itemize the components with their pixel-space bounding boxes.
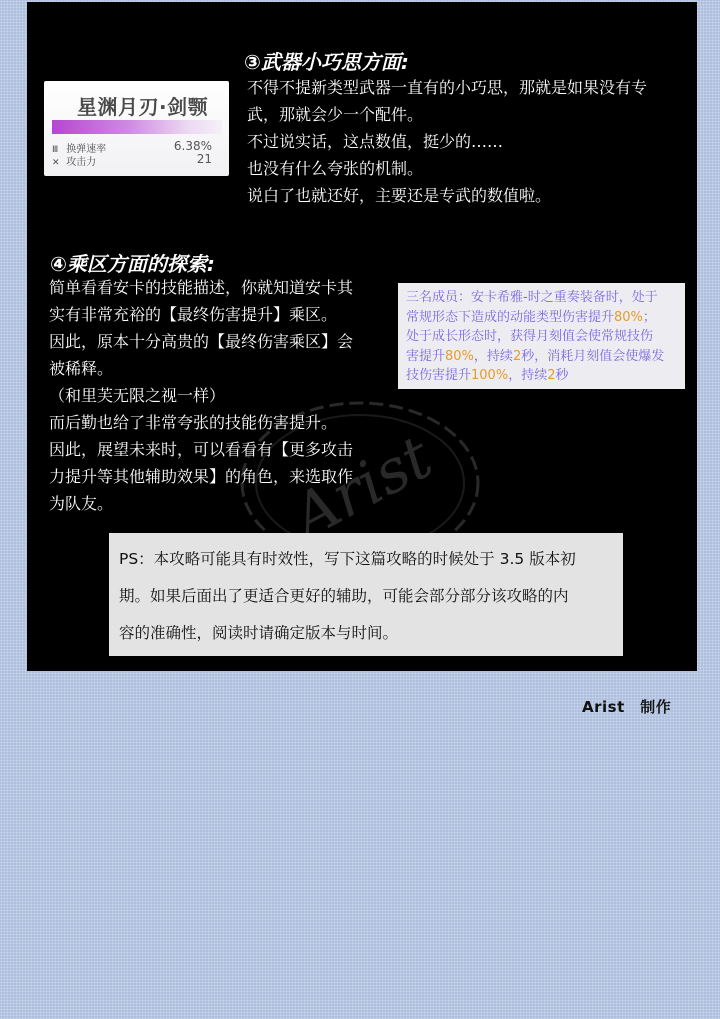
section3-line: 武，那就会少一个配件。 [247, 105, 424, 124]
attack-icon: ✕ [52, 158, 60, 168]
quote-line: 害提升80%，持续2秒，消耗月刻值会使爆发 [406, 348, 665, 364]
quote-line: 处于成长形态时，获得月刻值会使常规技伤 [406, 329, 654, 345]
section4-line: 因此，原本十分高贵的【最终伤害乘区】会 [49, 332, 354, 351]
section3-line: 也没有什么夸张的机制。 [247, 159, 424, 178]
ps-note-box [109, 533, 623, 656]
stat-label: 攻击力 [66, 157, 97, 168]
section4-line: 被稀释。 [49, 359, 114, 378]
weapon-name: 星渊月刃·剑颚 [77, 95, 209, 119]
stat-value: 6.38% [173, 139, 212, 153]
stat-value: 21 [196, 152, 212, 166]
weapon-card [44, 81, 229, 176]
quote-line: 技伤害提升100%，持续2秒 [406, 368, 569, 384]
quote-line: 常规形态下造成的动能类型伤害提升80%； [406, 309, 656, 325]
ps-line: 期。如果后面出了更适合更好的辅助，可能会部分部分该攻略的内 [119, 587, 569, 605]
weapon-stat-row [52, 153, 212, 168]
section4-line: 而后勤也给了非常夸张的技能伤害提升。 [49, 413, 338, 432]
section4-heading: ④乘区方面的探索: [50, 252, 215, 276]
skill-description-box [398, 283, 685, 389]
section3-heading: ③武器小巧思方面: [244, 50, 409, 74]
author-credit: Arist 制作 [582, 698, 672, 716]
section3-line: 说白了也就还好，主要还是专武的数值啦。 [247, 186, 552, 205]
section4-line: 为队友。 [49, 494, 114, 513]
quote-line: 三名成员：安卡希雅-时之重奏装备时，处于 [406, 290, 658, 305]
section3-line: 不得不提新类型武器一直有的小巧思，那就是如果没有专 [247, 78, 648, 97]
section4-line: 实有非常充裕的【最终伤害提升】乘区。 [49, 305, 338, 324]
section4-line: （和里芙无限之视一样） [49, 386, 226, 405]
section3-line: 不过说实话，这点数值，挺少的…… [247, 132, 504, 151]
section4-line: 力提升等其他辅助效果】的角色，来选取作 [49, 467, 354, 486]
stat-label: 换弹速率 [66, 144, 107, 155]
section4-line: 简单看看安卡的技能描述，你就知道安卡其 [49, 278, 354, 297]
section4-line: 因此，展望未来时，可以看看有【更多攻击 [49, 440, 354, 459]
reload-icon: Ⅲ [52, 145, 59, 155]
ps-line: PS：本攻略可能具有时效性，写下这篇攻略的时候处于 3.5 版本初 [119, 550, 576, 568]
weapon-rarity-bar [52, 120, 222, 134]
ps-line: 容的准确性，阅读时请确定版本与时间。 [119, 624, 399, 642]
